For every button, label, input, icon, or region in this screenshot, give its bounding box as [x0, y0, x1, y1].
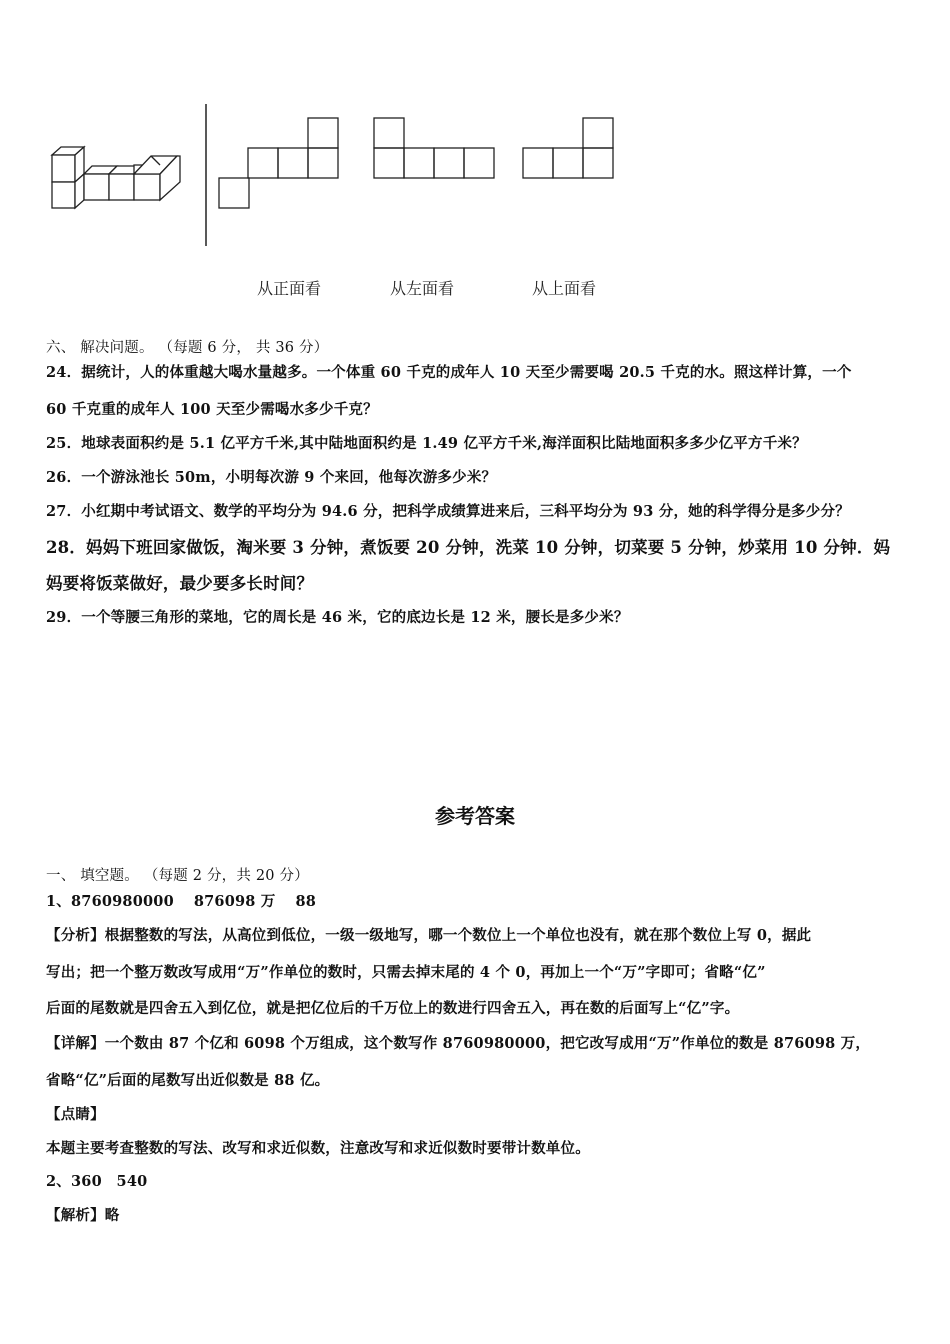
answers-section1-heading: 一、 填空题。 （每题 2 分，共 20 分） [46, 868, 309, 884]
answer-2: 2、360 540 [46, 1173, 148, 1190]
top-view-label: 从上面看 [532, 279, 597, 298]
answer-1-analysis-line3: 后面的尾数就是四舍五入到亿位，就是把亿位后的千万位上的数进行四舍五入，再在数的后面写上“亿”字。 [46, 1000, 740, 1017]
front-view-label: 从正面看 [257, 279, 322, 298]
left-view-label: 从左面看 [390, 279, 455, 298]
question-24-line1: 24．据统计，人的体重越大喝水量越多。一个体重 60 千克的成年人 10 天至少需要喝 20.5 千克的水。照这样计算，一个 [46, 364, 852, 381]
question-28-line1: 28．妈妈下班回家做饭，淘米要 3 分钟，煮饭要 20 分钟，洗菜 10 分钟，切菜要 5 分钟，炒菜用 10 分钟．妈 [46, 538, 891, 557]
views-figure [0, 0, 950, 260]
question-26: 26．一个游泳池长 50m，小明每次游 9 个来回，他每次游多少米？ [46, 469, 497, 486]
left-view-grid [374, 118, 494, 178]
answer-1-comment: 本题主要考查整数的写法、改写和求近似数，注意改写和求近似数时要带计数单位。 [46, 1140, 590, 1157]
front-view-grid [219, 118, 338, 208]
top-view-grid [523, 118, 613, 178]
question-24-line2: 60 千克重的成年人 100 天至少需喝水多少千克？ [46, 401, 378, 418]
question-25: 25．地球表面积约是 5.1 亿平方千米,其中陆地面积约是 1.49 亿平方千米,海洋面积比陆地面积多多少亿平方千米？ [46, 435, 807, 452]
section6-heading: 六、 解决问题。 （每题 6 分， 共 36 分） [46, 340, 329, 356]
answer-1-analysis-line2: 写出；把一个整万数改写成用“万”作单位的数时，只需去掉末尾的 4 个 0，再加上一个“万”字即可；省略“亿” [46, 964, 766, 981]
question-28-line2: 妈要将饭菜做好，最少要多长时间？ [46, 574, 314, 593]
answer-1-comment-label: 【点睛】 [46, 1106, 105, 1123]
answer-1-detail-line1: 【详解】一个数由 87 个亿和 6098 个万组成，这个数写作 8760980000，把它改写成用“万”作单位的数是 876098 万， [46, 1035, 871, 1052]
answer-1-analysis-line1: 【分析】根据整数的写法，从高位到低位，一级一级地写，哪一个数位上一个单位也没有，就在那个数位上写 0，据此 [46, 927, 812, 944]
answer-2-analysis: 【解析】略 [46, 1207, 120, 1224]
answer-1: 1、8760980000 876098 万 88 [46, 893, 317, 910]
answers-title: 参考答案 [435, 804, 515, 828]
question-27: 27．小红期中考试语文、数学的平均分为 94.6 分，把科学成绩算进来后，三科平均分为 93 分，她的科学得分是多少分？ [46, 503, 850, 520]
cube-solid-drawing [52, 147, 180, 208]
question-29: 29．一个等腰三角形的菜地，它的周长是 46 米，它的底边长是 12 米，腰长是多少米？ [46, 609, 629, 626]
answer-1-detail-line2: 省略“亿”后面的尾数写出近似数是 88 亿。 [46, 1072, 330, 1089]
